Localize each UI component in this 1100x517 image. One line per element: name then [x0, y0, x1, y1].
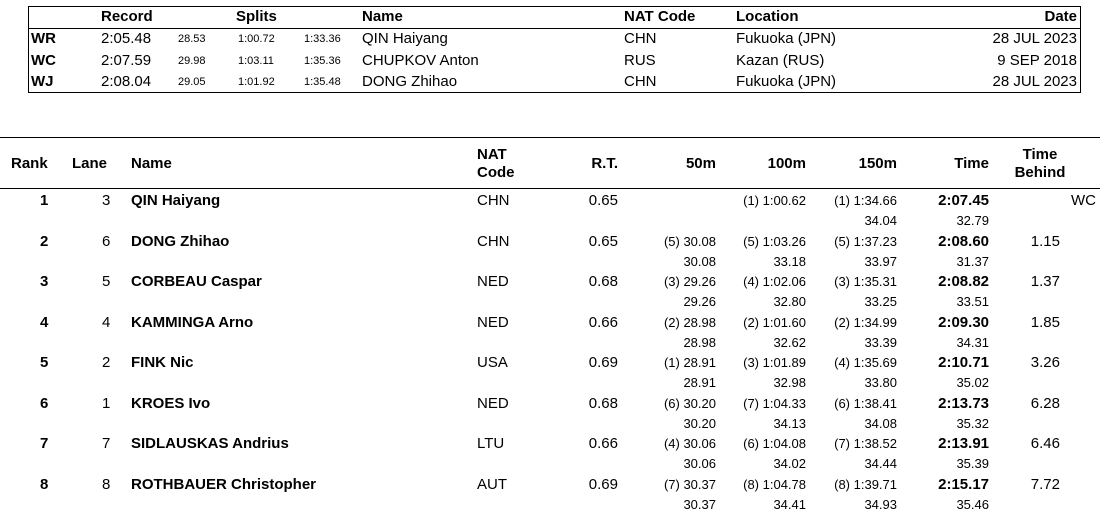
result-rank: 2: [40, 233, 49, 250]
record-s3: 1:35.48: [304, 76, 341, 88]
results-header-name: Name: [131, 155, 172, 172]
result-m150: (8) 1:39.71: [834, 477, 897, 492]
results-header-behind-line1: Time: [1022, 146, 1058, 163]
result-behind: 3.26: [1030, 354, 1060, 371]
result-nat: CHN: [477, 233, 510, 250]
result-behind: 6.28: [1030, 395, 1060, 412]
result-m100: (3) 1:01.89: [743, 355, 806, 370]
result-times: 33.51: [956, 294, 989, 309]
result-nat: CHN: [477, 192, 510, 209]
result-m100s: 32.98: [773, 375, 806, 390]
result-m50: (7) 30.37: [663, 477, 716, 492]
record-date: 28 JUL 2023: [992, 73, 1077, 90]
records-header-nat-code: NAT Code: [624, 8, 696, 25]
result-m100: (4) 1:02.06: [743, 274, 806, 289]
result-lane: 8: [102, 476, 111, 493]
result-m100: (8) 1:04.78: [743, 477, 806, 492]
result-m150s: 34.44: [864, 456, 897, 471]
result-m150s: 33.25: [864, 294, 897, 309]
record-location: Fukuoka (JPN): [736, 30, 837, 47]
result-time: 2:07.45: [938, 192, 989, 209]
result-m50s: 30.20: [683, 416, 716, 431]
result-name: SIDLAUSKAS Andrius: [131, 435, 289, 452]
result-m50: (3) 29.26: [663, 274, 716, 289]
result-rt: 0.65: [588, 192, 618, 209]
result-m150: (7) 1:38.52: [834, 436, 897, 451]
record-s2: 1:01.92: [238, 76, 275, 88]
result-lane: 1: [102, 395, 111, 412]
record-location: Fukuoka (JPN): [736, 73, 837, 90]
result-nat: NED: [477, 395, 509, 412]
records-header-date: Date: [1044, 8, 1077, 25]
result-m100s: 32.80: [773, 294, 806, 309]
result-behind: 1.85: [1030, 314, 1060, 331]
result-lane: 6: [102, 233, 111, 250]
result-lane: 2: [102, 354, 111, 371]
result-lane: 7: [102, 435, 111, 452]
results-header-100m: 100m: [767, 155, 806, 172]
result-m100: (5) 1:03.26: [743, 234, 806, 249]
result-rt: 0.68: [588, 273, 618, 290]
result-name: FINK Nic: [131, 354, 194, 371]
result-nat: USA: [477, 354, 508, 371]
result-rt: 0.69: [588, 476, 618, 493]
result-m100: (2) 1:01.60: [743, 315, 806, 330]
result-m150: (5) 1:37.23: [834, 234, 897, 249]
result-nat: NED: [477, 273, 509, 290]
result-rank: 7: [40, 435, 49, 452]
result-rt: 0.66: [588, 314, 618, 331]
result-m100s: 33.18: [773, 254, 806, 269]
result-nat: LTU: [477, 435, 505, 452]
record-nat: CHN: [624, 30, 657, 47]
result-m150s: 34.08: [864, 416, 897, 431]
result-rank: 5: [40, 354, 49, 371]
result-name: QIN Haiyang: [131, 192, 221, 209]
result-rank: 6: [40, 395, 49, 412]
record-name: DONG Zhihao: [362, 73, 458, 90]
result-rank: 1: [40, 192, 49, 209]
records-header-name: Name: [362, 8, 403, 25]
result-m50: (4) 30.06: [663, 436, 716, 451]
result-times: 34.31: [956, 335, 989, 350]
result-m150: (6) 1:38.41: [834, 396, 897, 411]
result-m100s: 34.02: [773, 456, 806, 471]
result-time: 2:08.82: [938, 273, 989, 290]
results-header-behind-line2: Behind: [1014, 164, 1066, 181]
result-m150s: 33.39: [864, 335, 897, 350]
result-m150: (2) 1:34.99: [834, 315, 897, 330]
result-m50: (2) 28.98: [663, 315, 716, 330]
result-m50: (5) 30.08: [663, 234, 716, 249]
result-m50s: 30.37: [683, 497, 716, 512]
result-m100: (6) 1:04.08: [743, 436, 806, 451]
record-time: 2:05.48: [101, 30, 152, 47]
result-times: 32.79: [956, 213, 989, 228]
record-s1: 29.05: [178, 76, 206, 88]
result-name: ROTHBAUER Christopher: [131, 476, 317, 493]
record-type: WC: [31, 52, 56, 69]
record-s2: 1:03.11: [238, 55, 274, 67]
result-name: CORBEAU Caspar: [131, 273, 262, 290]
result-time: 2:15.17: [938, 476, 989, 493]
result-m50s: 30.06: [683, 456, 716, 471]
result-name: KAMMINGA Arno: [131, 314, 254, 331]
record-date: 9 SEP 2018: [997, 52, 1077, 69]
result-lane: 4: [102, 314, 111, 331]
record-type: WJ: [31, 73, 54, 90]
results-header-lane: Lane: [72, 155, 108, 172]
results-header-nat-line2: Code: [477, 164, 515, 181]
record-time: 2:08.04: [101, 73, 152, 90]
result-m50: (1) 28.91: [663, 355, 716, 370]
record-name: CHUPKOV Anton: [362, 52, 479, 69]
result-m150: (4) 1:35.69: [834, 355, 897, 370]
results-header-150m: 150m: [858, 155, 897, 172]
result-time: 2:08.60: [938, 233, 989, 250]
result-lane: 5: [102, 273, 111, 290]
result-m150: (3) 1:35.31: [834, 274, 897, 289]
result-time: 2:09.30: [938, 314, 989, 331]
result-rt: 0.68: [588, 395, 618, 412]
results-header-time: Time: [954, 155, 989, 172]
records-header-location: Location: [736, 8, 799, 25]
record-s3: 1:35.36: [304, 55, 341, 67]
records-header-record: Record: [101, 8, 153, 25]
result-times: 35.39: [956, 456, 989, 471]
result-rec: WC: [1071, 192, 1096, 209]
record-s2: 1:00.72: [238, 33, 275, 45]
result-m150s: 34.04: [864, 213, 897, 228]
result-rt: 0.65: [588, 233, 618, 250]
result-name: DONG Zhihao: [131, 233, 230, 250]
results-header-nat-line1: NAT: [477, 146, 507, 163]
record-type: WR: [31, 30, 56, 47]
result-time: 2:10.71: [938, 354, 989, 371]
result-nat: NED: [477, 314, 509, 331]
result-times: 35.02: [956, 375, 989, 390]
result-times: 31.37: [956, 254, 989, 269]
result-rank: 8: [40, 476, 49, 493]
record-nat: CHN: [624, 73, 657, 90]
result-time: 2:13.91: [938, 435, 989, 452]
result-behind: 7.72: [1030, 476, 1060, 493]
result-m100s: 32.62: [773, 335, 806, 350]
result-time: 2:13.73: [938, 395, 989, 412]
result-rank: 3: [40, 273, 49, 290]
result-times: 35.46: [956, 497, 989, 512]
result-behind: 1.37: [1030, 273, 1060, 290]
record-name: QIN Haiyang: [362, 30, 448, 47]
results-header-rank: Rank: [11, 155, 48, 172]
result-name: KROES Ivo: [131, 395, 211, 412]
result-behind: 1.15: [1030, 233, 1060, 250]
result-m100s: 34.13: [773, 416, 806, 431]
records-header-divider: [28, 28, 1081, 29]
result-m50s: 30.08: [683, 254, 716, 269]
result-m150: (1) 1:34.66: [834, 193, 897, 208]
result-lane: 3: [102, 192, 111, 209]
result-m50s: 29.26: [683, 294, 716, 309]
results-header-50m: 50m: [685, 155, 716, 172]
result-m150s: 33.97: [864, 254, 897, 269]
results-header-rt: R.T.: [591, 155, 618, 172]
record-s3: 1:33.36: [304, 33, 341, 45]
result-times: 35.32: [956, 416, 989, 431]
records-header-splits: Splits: [236, 8, 277, 25]
result-rank: 4: [40, 314, 49, 331]
record-date: 28 JUL 2023: [992, 30, 1077, 47]
result-m100s: 34.41: [773, 497, 806, 512]
record-nat: RUS: [624, 52, 656, 69]
result-rt: 0.66: [588, 435, 618, 452]
record-s1: 29.98: [178, 55, 206, 67]
result-m50s: 28.91: [683, 375, 716, 390]
result-behind: 6.46: [1030, 435, 1060, 452]
result-m150s: 33.80: [864, 375, 897, 390]
record-s1: 28.53: [178, 33, 206, 45]
result-nat: AUT: [477, 476, 507, 493]
record-location: Kazan (RUS): [736, 52, 825, 69]
result-m50: (6) 30.20: [663, 396, 716, 411]
result-rt: 0.69: [588, 354, 618, 371]
results-header-rule: [0, 188, 1100, 189]
result-m50s: 28.98: [683, 335, 716, 350]
results-top-rule: [0, 137, 1100, 138]
result-m150s: 34.93: [864, 497, 897, 512]
record-time: 2:07.59: [101, 52, 152, 69]
result-m100: (1) 1:00.62: [743, 193, 806, 208]
result-m100: (7) 1:04.33: [743, 396, 806, 411]
